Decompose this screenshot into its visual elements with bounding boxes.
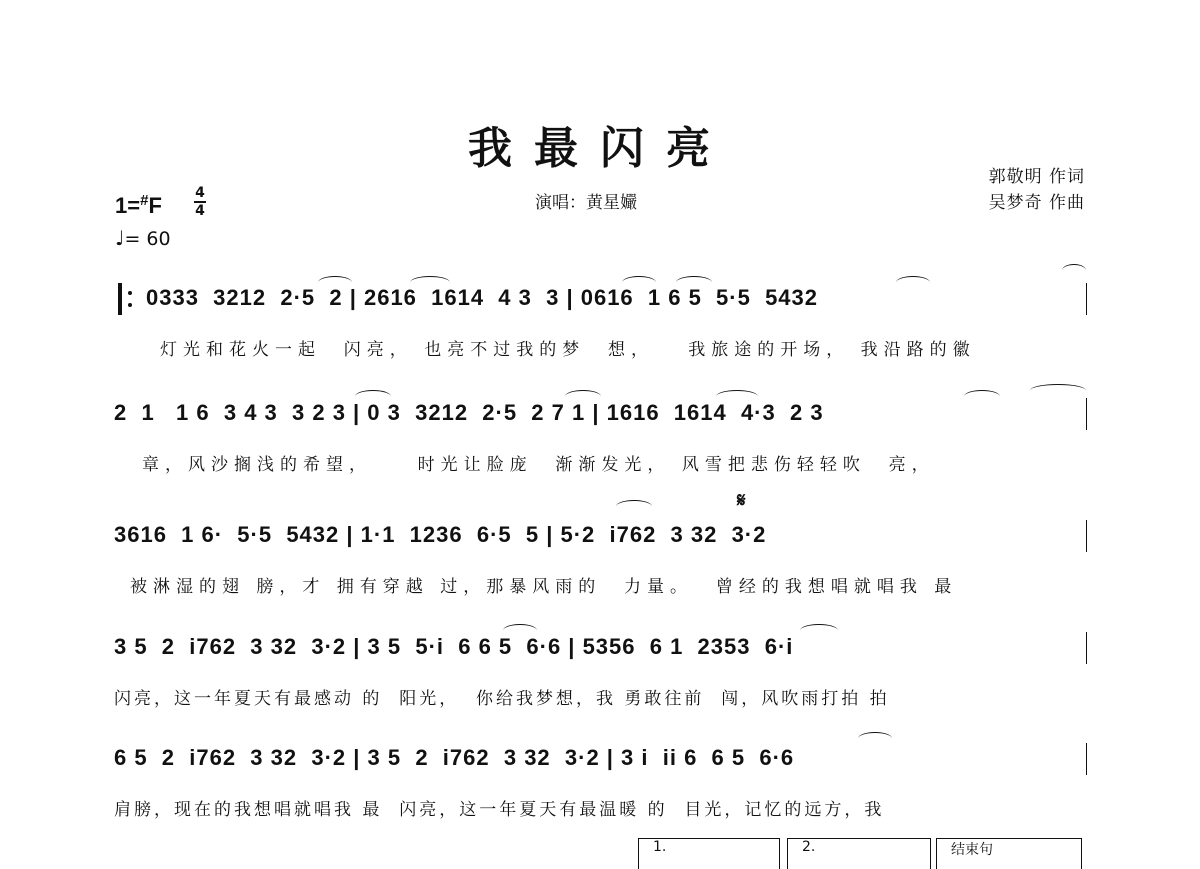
staff-line-5: [114, 745, 1089, 825]
time-top: 4: [195, 185, 205, 201]
ending-box-2: [787, 838, 931, 869]
staff-line-2: [114, 400, 1089, 480]
lyrics-line-3: 被淋湿的翅 膀，才 拥有穿越 过，那暴风雨的 力量。 曾经的我想唱就唱我 最: [130, 577, 958, 597]
tie-arc: [1030, 384, 1086, 397]
tie-arc: [410, 276, 450, 289]
key-signature: [115, 192, 162, 219]
song-title: 我最闪亮: [468, 123, 732, 174]
tempo-marking: [115, 226, 171, 250]
barline: [1086, 743, 1087, 775]
tie-arc: [565, 390, 601, 403]
ending-label: 1.: [653, 839, 667, 855]
staff-line-1: [114, 285, 1089, 365]
sharp-icon: #: [140, 192, 149, 209]
time-bottom: 4: [195, 203, 205, 219]
quarter-note-icon: ♩: [115, 226, 125, 250]
tie-arc: [1062, 264, 1086, 277]
ending-label: 2.: [802, 839, 816, 855]
ending-box-1: [638, 838, 780, 869]
composer-credit: 吴梦奇 作曲: [988, 193, 1085, 213]
key-prefix: 1=: [115, 193, 141, 218]
singer-credit: 演唱：黄星孍: [535, 193, 637, 213]
repeat-dot: [128, 291, 132, 295]
notation-line-2: 2 1 1 6 3 4 3 3 2 3 | 0 3 3212 2·5 2 7 1 | 1616 1614 4·3 2 3: [114, 400, 824, 425]
staff-line-4: [114, 634, 1089, 714]
lyrics-line-2: 章，风沙搁浅的希望， 时光让脸庞 渐渐发光， 风雪把悲伤轻轻吹 亮，: [142, 455, 935, 475]
lyricist-credit: 郭敬明 作词: [988, 167, 1085, 187]
barline: [1086, 283, 1087, 315]
notation-line-5: 6 5 2 i762 3 32 3·2 | 3 5 2 i762 3 32 3·2 | 3 i ii 6 6 5 6·6: [114, 745, 795, 770]
tie-arc: [318, 276, 352, 289]
barline: [1086, 398, 1087, 430]
notation-line-4: 3 5 2 i762 3 32 3·2 | 3 5 5·i 6 6 5 6·6 | 5356 6 1 2353 6·i: [114, 634, 794, 659]
tie-arc: [616, 500, 652, 513]
notation-line-3: 3616 1 6· 5·5 5432 | 1·1 1236 6·5 5 | 5·2 i762 3 32 3·2: [114, 522, 767, 547]
lyrics-line-5: 肩膀，现在的我想唱就唱我 最 闪亮，这一年夏天有最温暖 的 目光，记忆的远方，我: [114, 800, 885, 820]
repeat-start-barline: [118, 283, 122, 315]
key-note: F: [148, 193, 162, 218]
barline: [1086, 632, 1087, 664]
tie-arc: [355, 390, 391, 403]
tie-arc: [716, 390, 758, 403]
tie-arc: [896, 276, 930, 289]
ending-box-3: [936, 838, 1082, 869]
notation-line-1: 0333 3212 2·5 2 | 2616 1614 4 3 3 | 0616 1 6 5 5·5 5432: [146, 285, 819, 310]
repeat-dot: [128, 303, 132, 307]
tie-arc: [964, 390, 1000, 403]
tie-arc: [858, 732, 892, 745]
lyrics-line-1: 灯光和花火一起 闪亮， 也亮不过我的梦 想， 我旅途的开场， 我沿路的徽: [160, 340, 976, 360]
tie-arc: [800, 624, 838, 637]
staff-line-3: [114, 522, 1089, 602]
time-signature: [194, 186, 206, 218]
lyrics-line-4: 闪亮，这一年夏天有最感动 的 阳光， 你给我梦想，我 勇敢往前 闯，风吹雨打拍 拍: [114, 689, 890, 709]
ending-label: 结束句: [951, 842, 993, 858]
tie-arc: [503, 624, 537, 637]
segno-icon: 𝄋: [737, 488, 746, 512]
tie-arc: [676, 276, 712, 289]
tie-arc: [622, 276, 656, 289]
tempo-value: = 60: [124, 228, 171, 250]
barline: [1086, 520, 1087, 552]
